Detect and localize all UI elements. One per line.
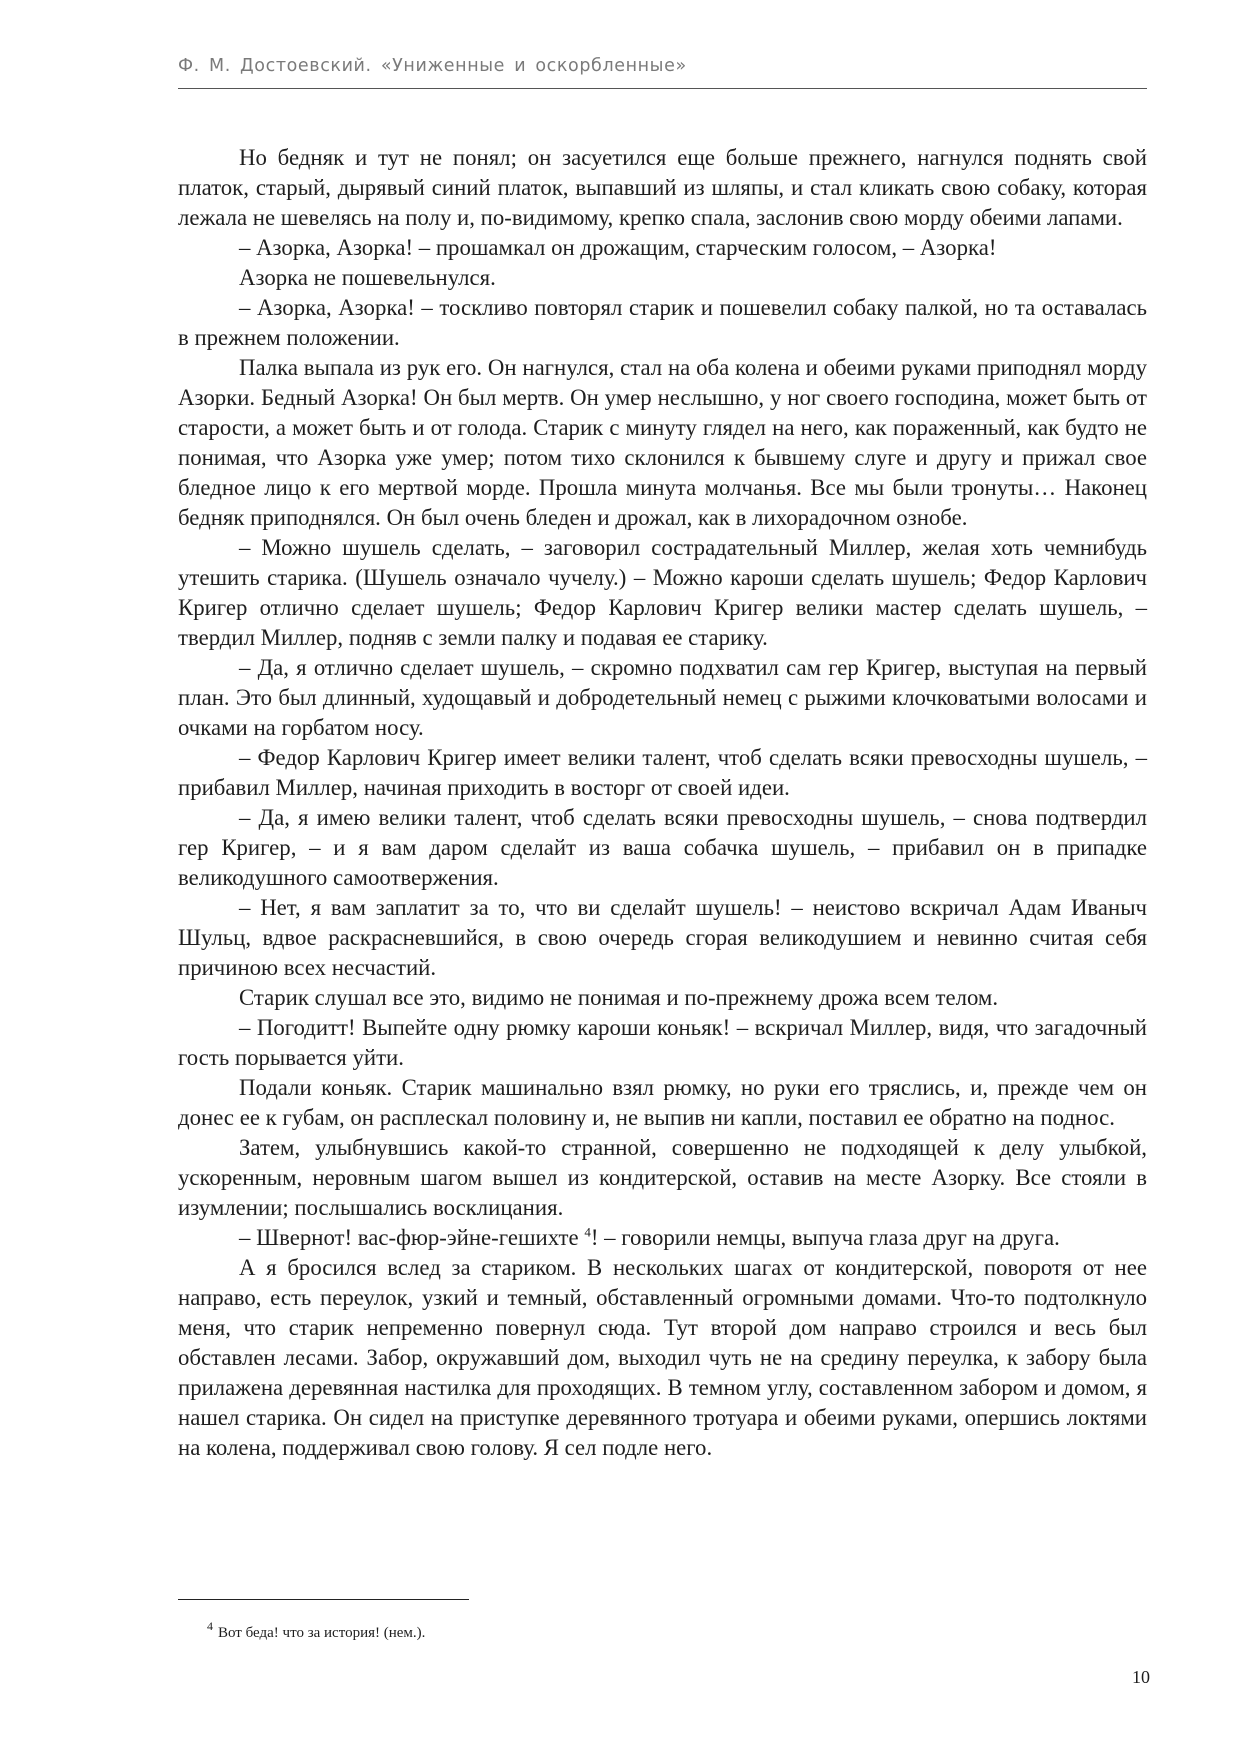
- paragraph: Но бедняк и тут не понял; он засуетился еще больше прежнего, нагнулся поднять свой платок, старый, дырявый синий платок, выпавший из шляпы, и стал кликать свою собаку, которая лежала не шевелясь на полу и, по-видимому, крепко спала, заслонив свою морду обеими лапами.: [178, 145, 1147, 230]
- paragraph: – Азорка, Азорка! – прошамкал он дрожащим, старческим голосом, – Азорка!: [239, 235, 997, 260]
- paragraph: Старик слушал все это, видимо не понимая и по-прежнему дрожа всем телом.: [239, 985, 999, 1010]
- paragraph: Азорка не пошевельнулся.: [239, 265, 496, 290]
- page-number: 10: [1132, 1667, 1150, 1687]
- paragraph-text: ! – говорили немцы, выпуча глаза друг на друга.: [590, 1225, 1060, 1250]
- footnote-reference[interactable]: 4: [584, 1224, 591, 1240]
- footnote: [207, 1620, 425, 1642]
- paragraph: – Да, я отлично сделает шушель, – скромно подхватил сам гер Кригер, выступая на первый план. Это был длинный, худощавый и добродетельный немец с рыжими клочковатыми волосами и очками на горбатом носу.: [178, 655, 1147, 740]
- paragraph: – Федор Карлович Кригер имеет велики талент, чтоб сделать всяки превосходны шушель, – прибавил Миллер, начиная приходить в восторг от своей идеи.: [178, 745, 1147, 800]
- paragraph-with-footnote: [178, 1223, 1147, 1253]
- paragraph: – Погодитт! Выпейте одну рюмку кароши коньяк! – вскричал Миллер, видя, что загадочный гость порывается уйти.: [178, 1015, 1147, 1070]
- paragraph: Палка выпала из рук его. Он нагнулся, стал на оба колена и обеими руками приподнял морду Азорки. Бедный Азорка! Он был мертв. Он умер неслышно, у ног своего господина, может быть от старости, а может быть и от голода. Старик с минуту глядел на него, как пораженный, как будто не понимая, что Азорка уже умер; потом тихо склонился к бывшему слуге и другу и прижал свое бледное лицо к его мертвой морде. Прошла минута молчанья. Все мы были тронуты… Наконец бедняк приподнялся. Он был очень бледен и дрожал, как в лихорадочном ознобе.: [178, 355, 1147, 530]
- paragraph: – Азорка, Азорка! – тоскливо повторял старик и пошевелил собаку палкой, но та оставалась в прежнем положении.: [178, 295, 1147, 350]
- footnote-divider: [178, 1599, 469, 1600]
- paragraph: – Можно шушель сделать, – заговорил сострадательный Миллер, желая хоть чемнибудь утешить старика. (Шушель означало чучелу.) – Можно кароши сделать шушель; Федор Карлович Кригер отлично сделает шушель; Федор Карлович Кригер велики мастер сделать шушель, – твердил Миллер, подняв с земли палку и подавая ее старику.: [178, 535, 1147, 650]
- footnote-marker: 4: [207, 1619, 213, 1633]
- header-divider: [178, 88, 1147, 89]
- running-header: Ф. М. Достоевский. «Униженные и оскорбленные»: [178, 56, 687, 76]
- main-text: [178, 143, 1147, 1463]
- paragraph: – Нет, я вам заплатит за то, что ви сделайт шушель! – неистово вскричал Адам Иваныч Шульц, вдвое раскрасневшийся, в свою очередь сгорая великодушием и невинно считая себя причиною всех несчастий.: [178, 895, 1147, 980]
- paragraph-text: – Швернот! вас-фюр-эйне-гешихте: [239, 1225, 585, 1250]
- paragraph: Подали коньяк. Старик машинально взял рюмку, но руки его тряслись, и, прежде чем он донес ее к губам, он расплескал половину и, не выпив ни капли, поставил ее обратно на поднос.: [178, 1075, 1147, 1130]
- paragraph: А я бросился вслед за стариком. В нескольких шагах от кондитерской, поворотя от нее направо, есть переулок, узкий и темный, обставленный огромными домами. Что-то подтолкнуло меня, что старик непременно повернул сюда. Тут второй дом направо строился и весь был обставлен лесами. Забор, окружавший дом, выходил чуть не на средину переулка, к забору была прилажена деревянная настилка для проходящих. В темном углу, составленном забором и домом, я нашел старика. Он сидел на приступке деревянного тротуара и обеими руками, опершись локтями на колена, поддерживал свою голову. Я сел подле него.: [178, 1255, 1147, 1460]
- footnote-text: Вот беда! что за история! (нем.).: [218, 1625, 426, 1641]
- paragraph: – Да, я имею велики талент, чтоб сделать всяки превосходны шушель, – снова подтвердил гер Кригер, – и я вам даром сделайт из ваша собачка шушель, – прибавил он в припадке великодушного самоотвержения.: [178, 805, 1147, 890]
- paragraph: Затем, улыбнувшись какой-то странной, совершенно не подходящей к делу улыбкой, ускоренным, неровным шагом вышел из кондитерской, оставив на месте Азорку. Все стояли в изумлении; послышались восклицания.: [178, 1135, 1147, 1220]
